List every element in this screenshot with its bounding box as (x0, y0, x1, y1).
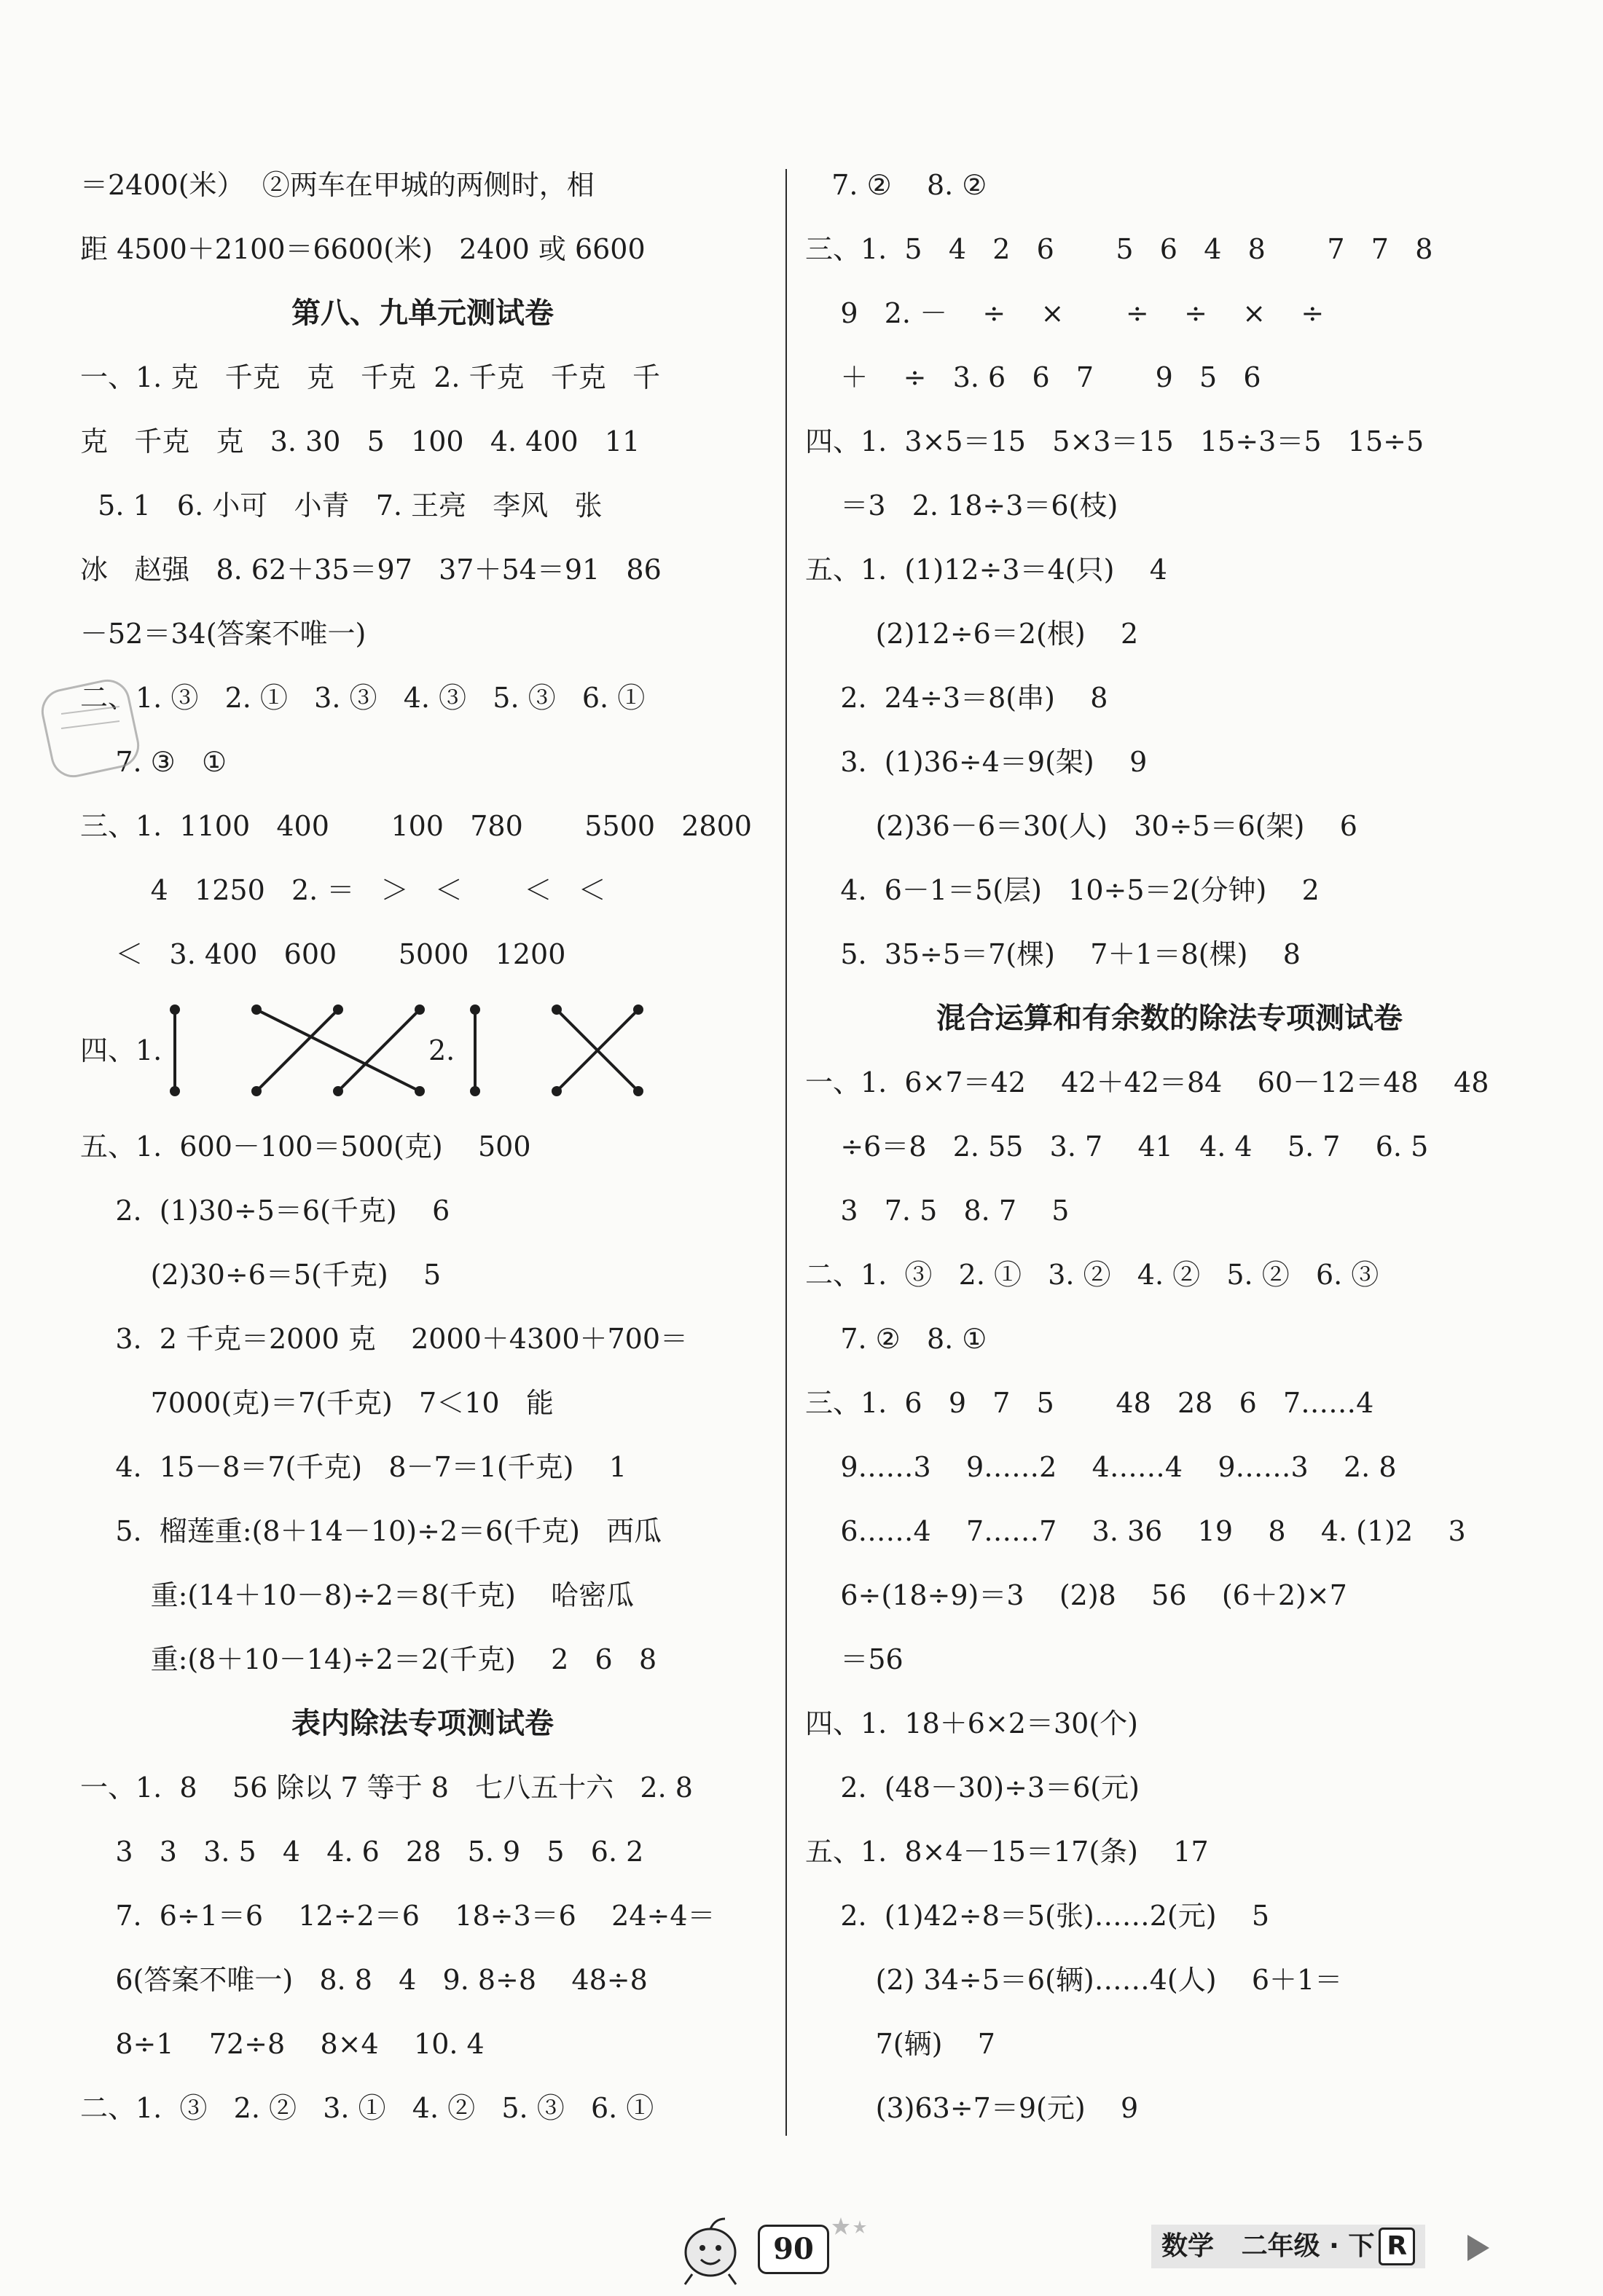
grade-label: 二年级 · 下 (1241, 2231, 1375, 2261)
answer-line: 2. 24÷3＝8(串) 8 (805, 682, 1108, 714)
answer-line: 7. 6÷1＝6 12÷2＝6 18÷3＝6 24÷4＝ (80, 1900, 716, 1932)
answer-line: 5. 35÷5＝7(棵) 7＋1＝8(棵) 8 (805, 938, 1301, 970)
answer-line: 8÷1 72÷8 8×4 10. 4 (80, 2028, 485, 2060)
arrow-right-icon (1465, 2232, 1494, 2264)
answer-line: 三、1. 5 4 2 6 5 6 4 8 7 7 8 (805, 233, 1433, 265)
answer-line: 一、1. 克 千克 克 千克 2. 千克 千克 千 (80, 361, 661, 393)
matching-lines-2 (468, 1004, 646, 1098)
answer-line: 二、1. ③ 2. ① 3. ③ 4. ③ 5. ③ 6. ① (80, 682, 646, 714)
answer-line: 3 7. 5 8. 7 5 (805, 1195, 1070, 1227)
answer-line: 二、1. ③ 2. ② 3. ① 4. ② 5. ③ 6. ① (80, 2092, 654, 2124)
diagram-label: 2. (428, 1034, 455, 1066)
section-heading: 表内除法专项测试卷 (291, 1707, 554, 1740)
answer-line: 克 千克 克 3. 30 5 100 4. 400 11 (80, 425, 640, 457)
answer-line: 冰 赵强 8. 62＋35＝97 37＋54＝91 86 (80, 554, 662, 586)
answer-line: 2. (1)30÷5＝6(千克) 6 (80, 1195, 450, 1227)
answer-line: (2)36－6＝30(人) 30÷5＝6(架) 6 (805, 810, 1357, 842)
answer-line: 3. (1)36÷4＝9(架) 9 (805, 746, 1148, 778)
apple-mascot-icon (670, 2214, 750, 2287)
answer-line: ÷6＝8 2. 55 3. 7 41 4. 4 5. 7 6. 5 (805, 1131, 1429, 1163)
answer-line: 五、1. (1)12÷3＝4(只) 4 (805, 554, 1167, 586)
answer-line: 9 2. － ÷ × ÷ ÷ × ÷ (805, 297, 1325, 329)
matching-lines-1 (168, 1004, 427, 1098)
answer-line: 7. ② 8. ① (805, 1323, 987, 1355)
section-heading: 第八、九单元测试卷 (291, 296, 554, 330)
answer-line: 6……4 7……7 3. 36 19 8 4. (1)2 3 (805, 1515, 1466, 1547)
answer-line: ＝2400(米） ②两车在甲城的两侧时，相 (80, 169, 595, 201)
answer-line: 五、1. 8×4－15＝17(条) 17 (805, 1836, 1209, 1868)
answer-line: 一、1. 8 56 除以 7 等于 8 七八五十六 2. 8 (80, 1772, 693, 1804)
right-column (805, 153, 1534, 2140)
answer-line: 距 4500＋2100＝6600(米) 2400 或 6600 (80, 233, 646, 265)
answer-line: 2. (48－30)÷3＝6(元) (805, 1772, 1140, 1804)
answer-line: 4. 15－8＝7(千克) 8－7＝1(千克) 1 (80, 1451, 627, 1483)
answer-line: 五、1. 600－100＝500(克) 500 (80, 1131, 531, 1163)
answer-line: ＝3 2. 18÷3＝6(枝) (805, 490, 1118, 522)
column-divider (785, 169, 787, 2136)
edition-badge: R (1379, 2228, 1415, 2265)
answer-line: 7. ③ ① (80, 746, 227, 778)
answer-line: 3. 2 千克＝2000 克 2000＋4300＋700＝ (80, 1323, 689, 1355)
section-heading: 混合运算和有余数的除法专项测试卷 (936, 1002, 1403, 1035)
answer-line: 三、1. 1100 400 100 780 5500 2800 (80, 810, 752, 842)
answer-line: (2)30÷6＝5(千克) 5 (80, 1259, 442, 1291)
page-footer (0, 2214, 1603, 2287)
answer-line: 三、1. 6 9 7 5 48 28 6 7……4 (805, 1387, 1374, 1419)
answer-line: 7000(克)＝7(千克) 7＜10 能 (80, 1387, 554, 1419)
diagram-label: 四、1. (80, 1034, 162, 1066)
answer-line: 9……3 9……2 4……4 9……3 2. 8 (805, 1451, 1397, 1483)
answer-line: －52＝34(答案不唯一) (80, 618, 367, 650)
answer-line: (2)12÷6＝2(根) 2 (805, 618, 1139, 650)
answer-line: 4. 6－1＝5(层) 10÷5＝2(分钟) 2 (805, 874, 1320, 906)
answer-line: 5. 榴莲重:(8＋14－10)÷2＝6(千克) 西瓜 (80, 1515, 662, 1547)
answer-line: 四、1. 18＋6×2＝30(个) (805, 1707, 1138, 1739)
answer-line: 6(答案不唯一) 8. 8 4 9. 8÷8 48÷8 (80, 1964, 648, 1996)
answer-line: 6÷(18÷9)＝3 (2)8 56 (6＋2)×7 (805, 1579, 1347, 1611)
matching-diagram (80, 986, 765, 1114)
answer-line: 重:(14＋10－8)÷2＝8(千克) 哈密瓜 (80, 1579, 635, 1611)
answer-line: ＝56 (805, 1643, 904, 1675)
answer-line: 重:(8＋10－14)÷2＝2(千克) 2 6 8 (80, 1643, 657, 1675)
answer-line: (3)63÷7＝9(元) 9 (805, 2092, 1139, 2124)
answer-line: 7(辆) 7 (805, 2028, 995, 2060)
answer-line: 2. (1)42÷8＝5(张)……2(元) 5 (805, 1900, 1270, 1932)
stars-icon (831, 2214, 874, 2251)
answer-line: (2) 34÷5＝6(辆)……4(人) 6＋1＝ (805, 1964, 1343, 1996)
stamp-icon (32, 670, 149, 787)
book-tag (1151, 2225, 1425, 2268)
page-number: 90 (758, 2225, 829, 2274)
answer-line: 4 1250 2. ＝ ＞ ＜ ＜ ＜ (80, 874, 606, 906)
subject-label: 数学 (1161, 2231, 1215, 2261)
answer-line: 7. ② 8. ② (805, 169, 987, 201)
answer-line: 二、1. ③ 2. ① 3. ② 4. ② 5. ② 6. ③ (805, 1259, 1379, 1291)
answer-line: 3 3 3. 5 4 4. 6 28 5. 9 5 6. 2 (80, 1836, 644, 1868)
left-column (80, 153, 765, 2140)
answer-line: 四、1. 3×5＝15 5×3＝15 15÷3＝5 15÷5 (805, 425, 1424, 457)
answer-line: ＜ 3. 400 600 5000 1200 (80, 938, 566, 970)
answer-line: 5. 1 6. 小可 小青 7. 王亮 李风 张 (80, 490, 603, 522)
answer-line: 一、1. 6×7＝42 42＋42＝84 60－12＝48 48 (805, 1066, 1489, 1098)
answer-line: ＋ ÷ 3. 6 6 7 9 5 6 (805, 361, 1261, 393)
